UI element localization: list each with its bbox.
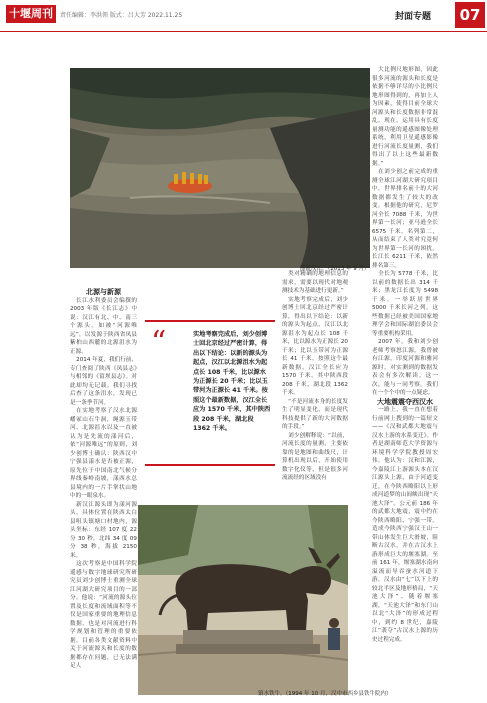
paragraph: “不是河流本身的长度发生了明显变化，而是现代科技提供了新的大河数据的手段。” bbox=[282, 398, 348, 430]
header-divider bbox=[0, 31, 487, 32]
paragraph: 2014 年夏，我们行前，专门查阅了陕西《凤县志》与相邻的《留坝县志》。对此却均无记载。我们寻找后查了这条沮水，发现已是一条季节河。 bbox=[70, 357, 137, 406]
column-b bbox=[282, 270, 348, 483]
pull-quote bbox=[145, 320, 275, 466]
column-c bbox=[372, 66, 438, 644]
publication-brand: 十堰周刊 bbox=[6, 5, 56, 23]
paragraph: 刘少创解释说：“以前，河流长度的量测，主要依靠的是地图和曲线尺，计算机出现以后，开始使用数字化仪等，但是很多河流流经的区域没有 bbox=[282, 432, 348, 481]
rafting-image bbox=[70, 68, 370, 268]
editor-meta: 责任编辑：李洪领 版式：吕大芳 2022.11.25 bbox=[60, 12, 183, 19]
rafting-caption: 漂流汉江。（2013 年 9 月） bbox=[300, 266, 370, 272]
paragraph: 在刘少创之前完成的重测全球江河湖大研究项目中，世界排名前十的大河数据都发生了较大的改变。根据他的研究，尼罗河全长 7088 千米，为世界第一长河；亚马逊全长 6575 千米，名列第二，从而结束了人类对究竟何为世界第一长河的困扰。长江长 6211 千米，依然排名第三。 bbox=[372, 169, 438, 269]
iron-ox-photo bbox=[138, 505, 348, 695]
section-heading-earthquake: 大地震震夺西汉水 bbox=[377, 397, 433, 406]
paragraph: 大比例尺地形图，因此很多河流的源头和长度是依据不够详尽的小比例尺地形图得到的，再加上人为因素，使得目前全球大河源头和长度数据非常混乱。现在，运用具有长度量测功能的遥感图像处理系统，利用卫星遥感影像进行河流长度量测，我们得出了以上这些最新数据。” bbox=[372, 67, 438, 167]
paragraph: 实地考察完成后，刘少创博士回北京经过严密计算，得出以下结论：以新的源头为起点，汉江以北源沮水为起点长 108 千米，比以源水为正源长 20 千米；比以玉带河为正源长 41 千米。按照这个最新数据，汉江全长应为 1570 千米，其中陕西段 208 千米，湖北段 1362 千米。 bbox=[282, 296, 348, 396]
pull-quote-text: 实地考察完成后，刘少创博士回北京经过严密计算，得出以下结论：以新的源头为起点，汉江以北源沮水为起点长 108 千米，比以源水为正源长 20 千米；比以玉带河为正源长 41 千米。按照这个最新数据，汉江全长应为 1570 千米，其中陕西段 208 千米，湖北段 1362 千米。 bbox=[193, 331, 271, 433]
page-number: 07 bbox=[455, 2, 485, 28]
paragraph: 类对精确的地理信息的需求，需要以现代对地观测技术为基础进行更新。” bbox=[282, 271, 348, 294]
paragraph: 新汉江源头即为漾河源头，具体位置在陕西太白县咀头镇塘口村地内，源头坐标：东经 107 度 22 分 30 秒，北纬 34 度 09 分 38 秒，海拔 2150 米。 bbox=[70, 501, 137, 559]
iron-ox-caption: 镇水铁牛。（1994 年 10 月，汉中市西乡县铁牛院内） bbox=[258, 691, 392, 697]
paragraph: 这次考察是中国科学院遥感与数字地球研究所研究员刘少创博士重测全球江河湖大研究项目的一部分。他说：“河流的源头位置及长度和流域面积等不仅是国家重要的地理信息数据，也是对河流进行科学规划和管理的重要依据。目前各类文献资料中关于河流源头和长度的数据都存在问题，已无法满足人 bbox=[70, 561, 137, 669]
paragraph: 全长为 5778 千米，比以前的数据长出 314 千米；黑龙江长度为 5498 千米。一举跃居世界 5000 千米长河之列。这些数据已经被美国国家地理学会和国际湖泊委员会等重要机构采用。 bbox=[372, 271, 438, 337]
iron-ox-image bbox=[138, 505, 348, 695]
paragraph: 在实地考察了汉水北源嶓冢山石牛洞，绳源玉带河、北源沮水以及一直被认为是先流的漾河后，依“河源唯远”的原则，刘少创博士确认：陕西汉中宁强县漾水是否被正源，原先位于中国南北气候分界线秦岭南坡，漾西水总县境内的一片手掌状山地中的一眼泉水。 bbox=[70, 408, 137, 499]
section-topic: 封面专题 bbox=[395, 12, 432, 22]
page-header bbox=[0, 0, 487, 30]
paragraph: 一路上，我一直在想着行前网上搜到的一篇短文——《汉和武都大地震与汉水上游的水系变迁》。作者是湖南师范大学资源与环境科学学院教授周宏伟。他认为：汉和江源，今嘉陵江上游源头本在汉江源头上源，由于河道变迁，在今陕西略阳以上形成河道梦的山间峡出现“天池大泽”。公元前 186 年的武都大地震，震中约在今陕西略阳、宁强一带。造成今陕西宁强汉王山一带山体发生巨大滑坡，阻断古汉水，并在古汉水上游形成巨大的堰塞湖。至前 161 年，堰塞湖水南向溢流而导吞蚕水河道下游，汉水由“七”以下上的较北半区及地形格局，“天池大泽”、随着堰塞湖，“天池大泽”和东门山以北“大泽”的形成过程中，到约 8 世纪，嘉陵江“袭夺”古汉水上源的历史过程完成。 bbox=[372, 407, 438, 643]
quote-mark-icon: “ bbox=[151, 325, 167, 360]
paragraph: 2007 年，我和刘少创老师考察怒江源。我曾被有江源，印度河源和雅河源时，对实测到的数据发表会有多次解读。这一次，能与一同考察。我们在一个个中的一点疑虑。 bbox=[372, 339, 438, 396]
section-heading-north-source: 北源与新源 bbox=[86, 288, 121, 296]
rafting-photo bbox=[70, 68, 370, 268]
column-a bbox=[70, 288, 137, 671]
paragraph: 长江水利委员会编撰的 2003 年版《长江志》中说：汉江有北、中、南三个源头。如被“河源唯远”，以发源于陕西省凤县紫柏山西麓的北源沮水为正源。 bbox=[70, 297, 137, 355]
